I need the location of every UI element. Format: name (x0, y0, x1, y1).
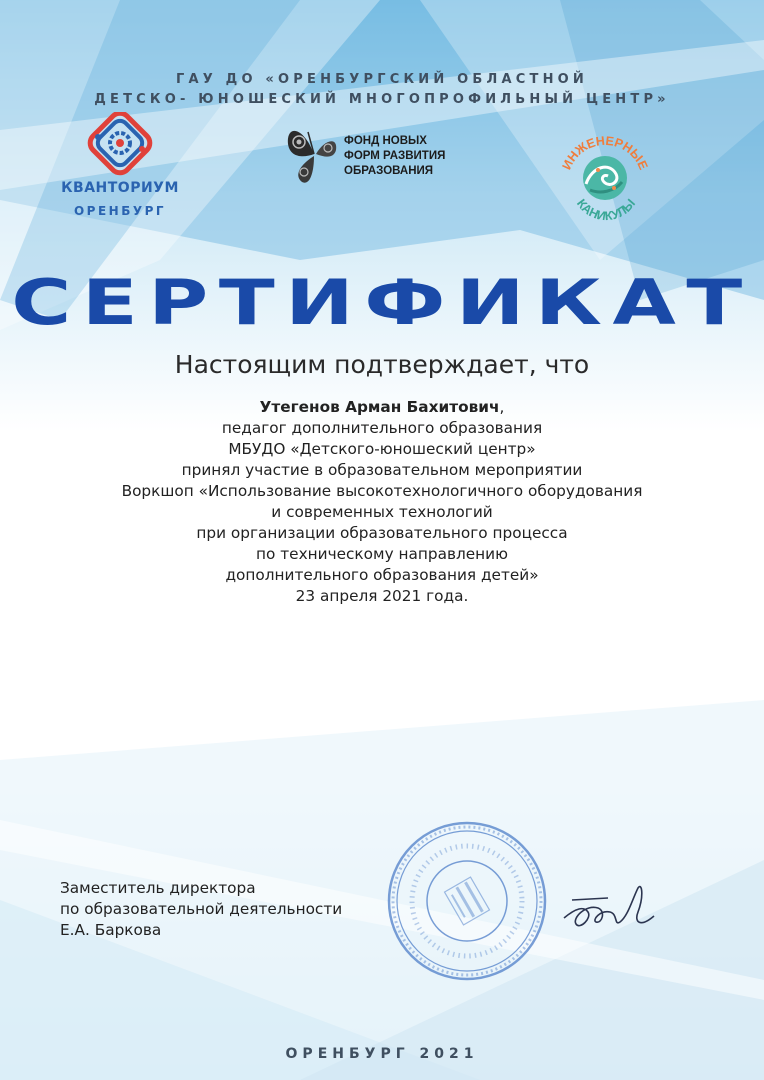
recipient-name: Утегенов Арман Бахитович (259, 398, 500, 416)
org-line-1: ГАУ ДО «ОРЕНБУРГСКИЙ ОБЛАСТНОЙ (175, 72, 589, 87)
body-line: и современных технологий (271, 503, 493, 521)
recipient-comma: , (499, 398, 505, 416)
signatory-block (60, 878, 400, 941)
body-line: Воркшоп «Использование высокотехнологичного оборудования (121, 482, 643, 500)
body-line: по техническому направлению (256, 545, 508, 563)
official-stamp-icon (384, 818, 550, 984)
body-line: 23 апреля 2021 года. (295, 587, 469, 605)
signature-icon (558, 878, 668, 942)
kvantorium-logo (40, 112, 210, 222)
recipient-line (40, 397, 724, 418)
body-line: МБУДО «Детского-юношеский центр» (228, 440, 536, 458)
kanikuly-bottom-text: КАНИКУЛЫ (573, 196, 639, 224)
organization-header (0, 70, 764, 110)
kvantorium-city: ОРЕНБУРГ (73, 204, 167, 218)
svg-text:КАНИКУЛЫ (574, 196, 638, 223)
body-line: при организации образовательного процесса (196, 524, 568, 542)
butterfly-logo-icon (284, 118, 344, 188)
body-line: дополнительного образования детей» (225, 566, 539, 584)
body-line: педагог дополнительного образования (221, 419, 543, 437)
body-line: принял участие в образовательном мероприятии (181, 461, 583, 479)
fond-text (344, 134, 494, 179)
signatory-department: по образовательной деятельности (60, 900, 343, 918)
kvantorium-word: КВАНТОРИУМ (61, 180, 179, 196)
fond-logo (284, 118, 494, 192)
fond-line-1: ФОНД НОВЫХ (344, 135, 427, 147)
signatory-position: Заместитель директора (60, 879, 256, 897)
fond-line-3: ОБРАЗОВАНИЯ (344, 165, 434, 177)
org-line-2: ДЕТСКО- ЮНОШЕСКИЙ МНОГОПРОФИЛЬНЫЙ ЦЕНТР» (94, 92, 670, 107)
certificate-subtitle: Настоящим подтверждает, что (174, 350, 590, 379)
certificate-body (40, 397, 724, 607)
signatory-name: Е.А. Баркова (60, 921, 162, 939)
footer-city-year: ОРЕНБУРГ 2021 (285, 1046, 479, 1062)
kanikuly-logo (552, 122, 658, 228)
wave-logo-icon (552, 122, 658, 228)
fond-line-2: ФОРМ РАЗВИТИЯ (344, 150, 446, 162)
gear-logo-icon (40, 112, 200, 178)
kanikuly-top-text: ИНЖЕНЕРНЫЕ (559, 133, 651, 172)
certificate-title: СЕРТИФИКАТ (11, 266, 753, 339)
